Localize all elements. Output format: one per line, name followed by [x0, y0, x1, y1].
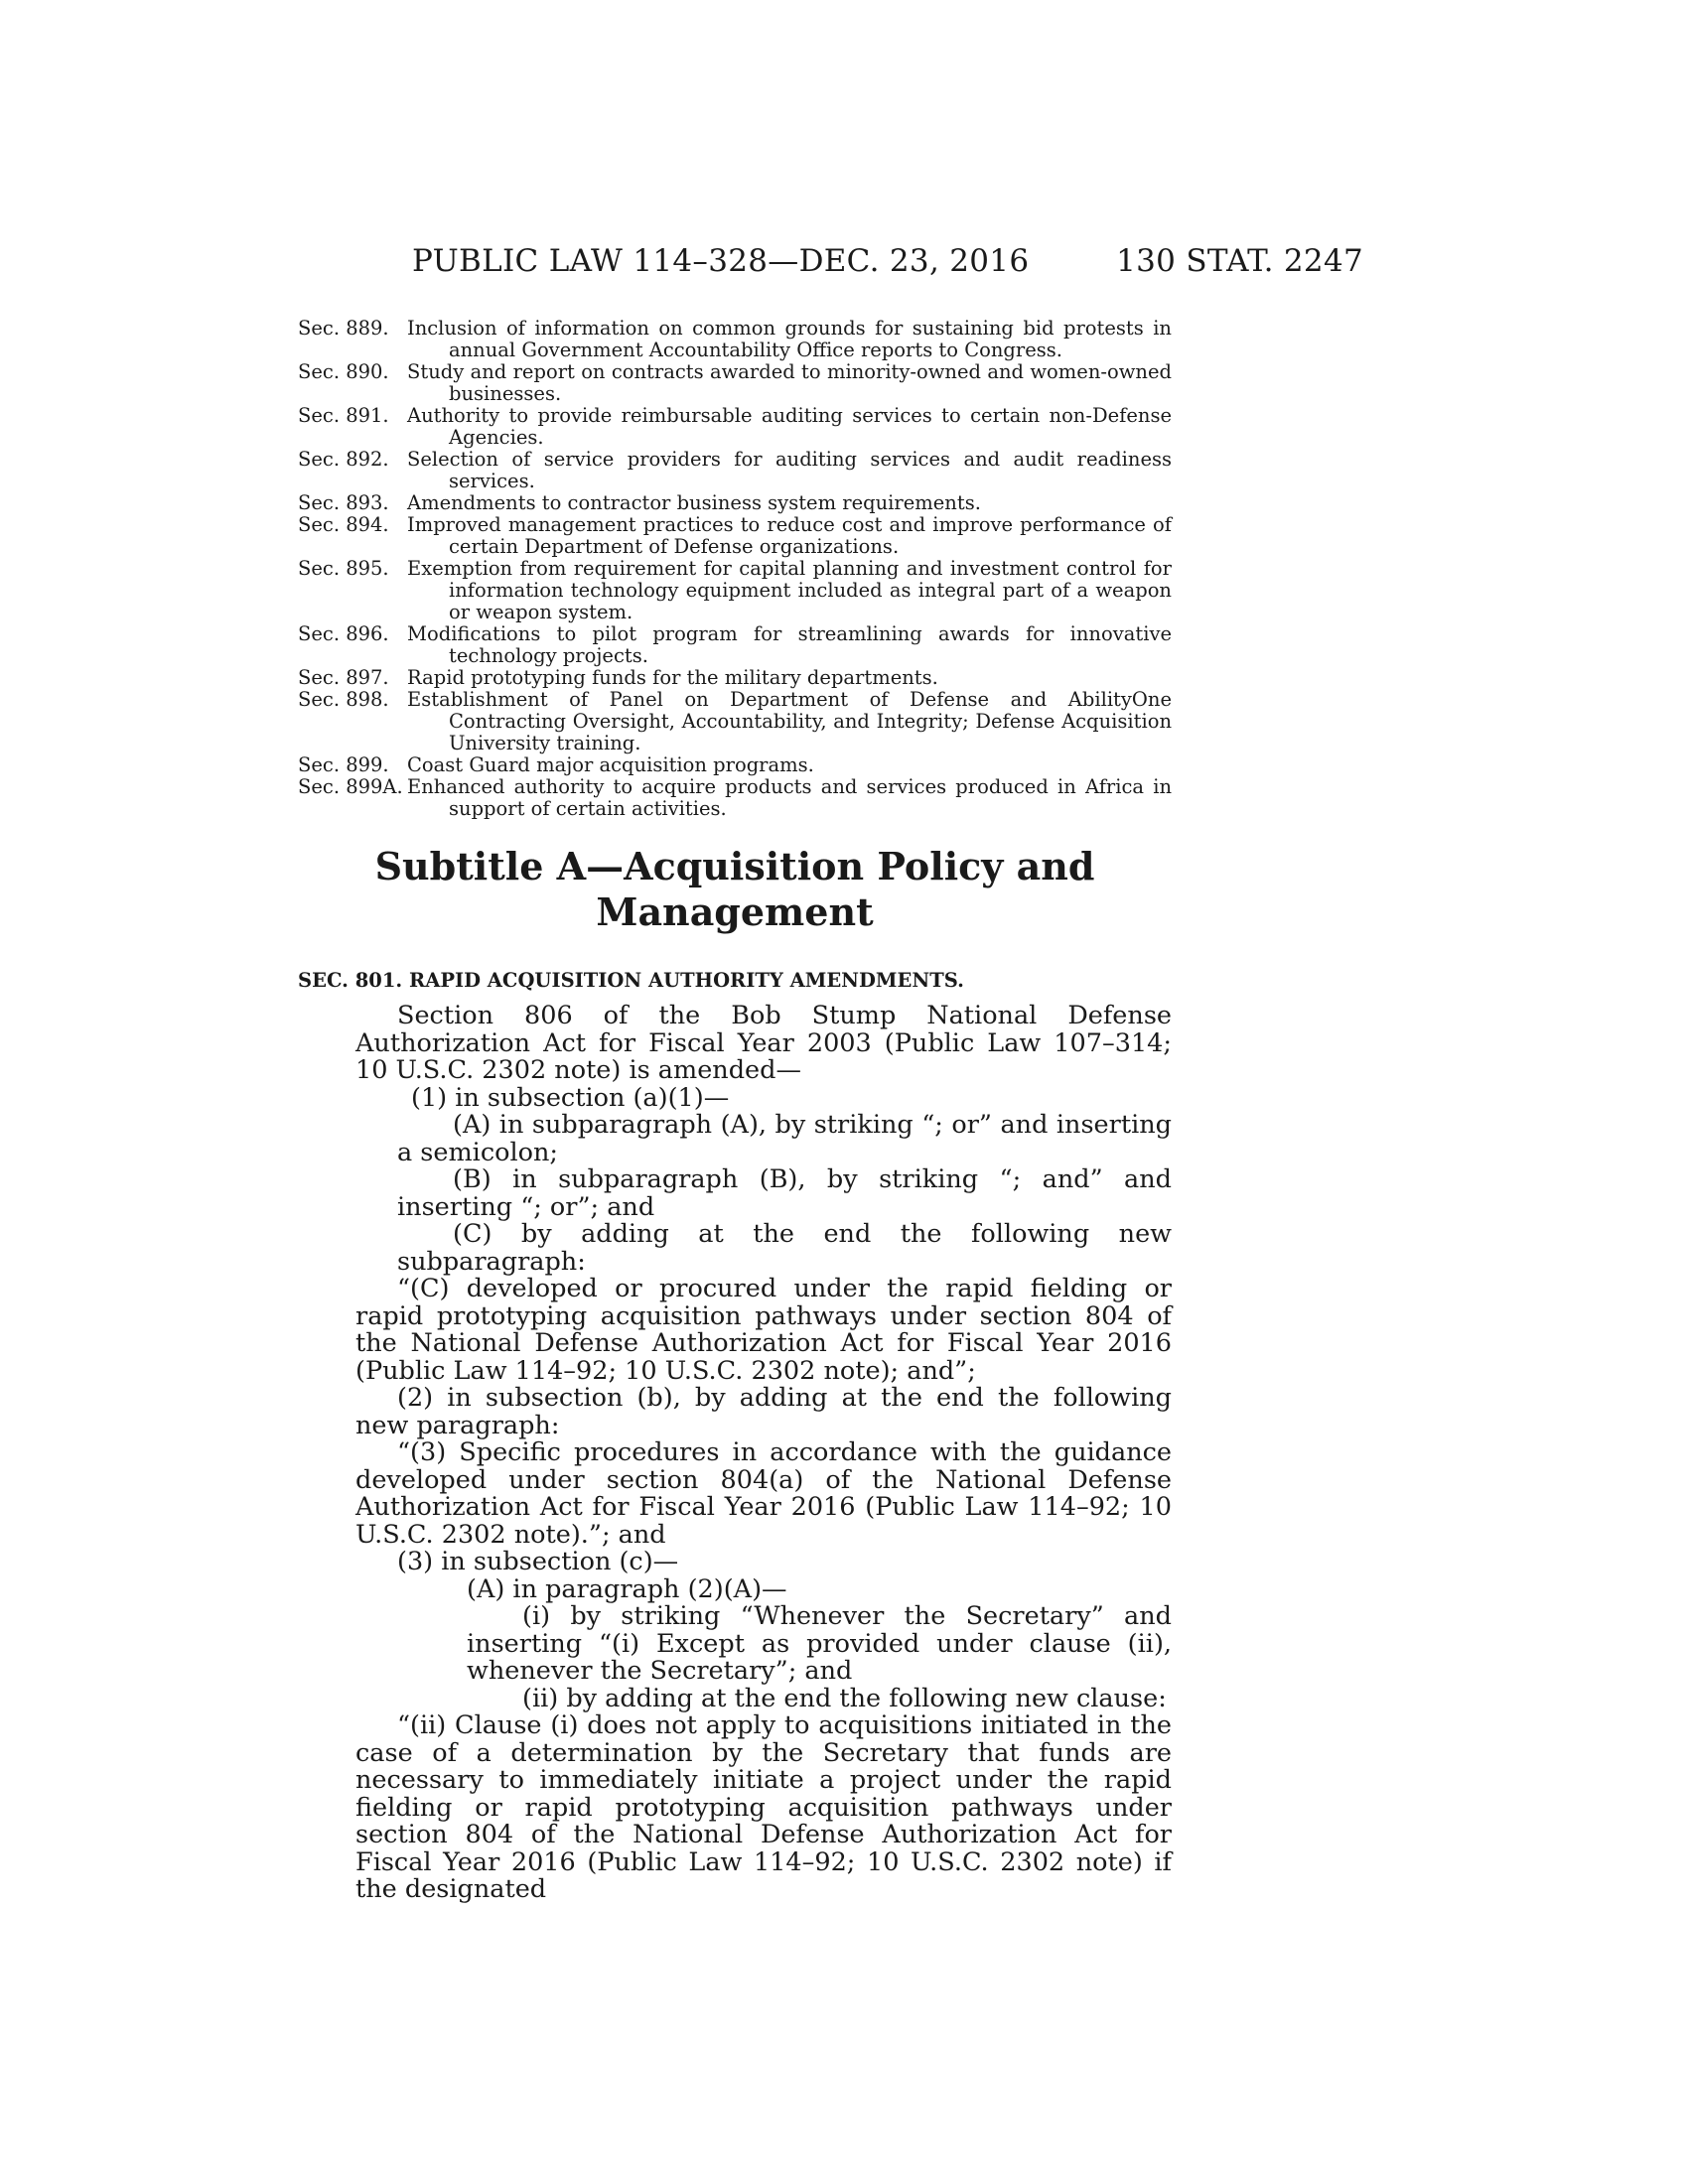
- body-paragraph: (1) in subsection (a)(1)—: [411, 1082, 730, 1113]
- toc-entry-number: Sec. 893.: [298, 491, 389, 514]
- body-paragraph: (A) in paragraph (2)(A)—: [467, 1573, 787, 1604]
- subtitle-heading: [298, 844, 1172, 935]
- body-paragraph: (B) in subparagraph (B), by striking “; and” and inserting “; or”; and: [397, 1164, 1172, 1222]
- toc-entry: [298, 776, 1172, 820]
- toc-entry-text: Establishment of Panel on Department of Defense and AbilityOne Contracting Oversight, Accountability, and Integrity; Defense Acquisition University training.: [407, 688, 1172, 754]
- toc-entry-text: Study and report on contracts awarded to minority-owned and women-owned businesses.: [407, 360, 1172, 405]
- body-paragraph: (ii) by adding at the end the following new clause:: [522, 1683, 1167, 1713]
- stat-page-number: 130 STAT. 2247: [1116, 243, 1363, 279]
- toc-entry: [298, 667, 1172, 689]
- toc-entry-number: Sec. 891.: [298, 404, 389, 427]
- toc-entry-number: Sec. 897.: [298, 666, 389, 689]
- section-body: [355, 1003, 1172, 1904]
- toc-entry-text: Improved management practices to reduce cost and improve performance of certain Department of Defense organizations.: [407, 513, 1172, 558]
- body-paragraph: (3) in subsection (c)—: [397, 1547, 679, 1576]
- toc-entry-text: Rapid prototyping funds for the military departments.: [407, 666, 938, 689]
- public-law-title: PUBLIC LAW 114–328—DEC. 23, 2016: [412, 243, 1030, 279]
- toc-entry: [298, 405, 1172, 449]
- subtitle-line-1: Subtitle A—Acquisition Policy and: [374, 844, 1095, 888]
- toc-entry-text: Modifications to pilot program for streamlining awards for innovative technology projects.: [407, 622, 1172, 667]
- toc-entry-text: Coast Guard major acquisition programs.: [407, 753, 814, 776]
- toc-entry: [298, 623, 1172, 667]
- toc-entry-number: Sec. 889.: [298, 317, 389, 340]
- toc-entry-number: Sec. 899A.: [298, 775, 403, 798]
- toc-entry-number: Sec. 890.: [298, 360, 389, 383]
- body-paragraph: (i) by striking “Whenever the Secretary” and inserting “(i) Except as provided under clause (ii), whenever the Secretary”; and: [467, 1601, 1172, 1686]
- toc-entry-text: Exemption from requirement for capital planning and investment control for information technology equipment included as integral part of a weapon or weapon system.: [407, 557, 1172, 623]
- toc-entry: [298, 361, 1172, 405]
- body-paragraph: Section 806 of the Bob Stump National Defense Authorization Act for Fiscal Year 2003 (Public Law 107–314; 10 U.S.C. 2302 note) is amended—: [355, 1001, 1172, 1085]
- toc-entry-text: Amendments to contractor business system requirements.: [407, 491, 981, 514]
- toc-entry-text: Authority to provide reimbursable auditing services to certain non-Defense Agencies.: [407, 404, 1172, 449]
- toc-entry-number: Sec. 892.: [298, 448, 389, 471]
- quoted-paragraph: “(C) developed or procured under the rapid fielding or rapid prototyping acquisition pathways under section 804 of the National Defense Authorization Act for Fiscal Year 2016 (Public Law 114–92; 10 U.S.C. 2302 note); and”;: [355, 1274, 1172, 1386]
- toc-entry: [298, 754, 1172, 776]
- toc-entry-number: Sec. 894.: [298, 513, 389, 536]
- quoted-paragraph: “(3) Specific procedures in accordance with the guidance developed under section 804(a) of the National Defense Authorization Act for Fiscal Year 2016 (Public Law 114–92; 10 U.S.C. 2302 note).”; and: [355, 1437, 1172, 1550]
- toc-entry: [298, 558, 1172, 623]
- body-paragraph: (C) by adding at the end the following new subparagraph:: [397, 1219, 1172, 1277]
- body-paragraph: (A) in subparagraph (A), by striking “; or” and inserting a semicolon;: [397, 1110, 1172, 1167]
- toc-entry: [298, 492, 1172, 514]
- toc-entry: [298, 514, 1172, 558]
- toc-entry-text: Selection of service providers for auditing services and audit readiness services.: [407, 448, 1172, 492]
- toc-entry: [298, 318, 1172, 361]
- page-header: [412, 243, 1363, 287]
- toc-entry-text: Enhanced authority to acquire products and services produced in Africa in support of certain activities.: [407, 775, 1172, 820]
- toc-entry-number: Sec. 896.: [298, 622, 389, 645]
- subtitle-line-2: Management: [596, 889, 874, 934]
- toc-entry-text: Inclusion of information on common grounds for sustaining bid protests in annual Government Accountability Office reports to Congress.: [407, 317, 1172, 361]
- quoted-paragraph: “(ii) Clause (i) does not apply to acquisitions initiated in the case of a determination by the Secretary that funds are necessary to immediately initiate a project under the rapid fielding or rapid prototyping acquisition pathways under section 804 of the National Defense Authorization Act for Fiscal Year 2016 (Public Law 114–92; 10 U.S.C. 2302 note) if the designated: [355, 1710, 1172, 1904]
- toc-entry-number: Sec. 899.: [298, 753, 389, 776]
- toc-entry: [298, 449, 1172, 492]
- section-heading: SEC. 801. RAPID ACQUISITION AUTHORITY AMENDMENTS.: [298, 969, 964, 992]
- body-paragraph: (2) in subsection (b), by adding at the end the following new paragraph:: [355, 1383, 1172, 1440]
- toc-entry-number: Sec. 895.: [298, 557, 389, 580]
- table-of-contents: [298, 318, 1172, 820]
- toc-entry-number: Sec. 898.: [298, 688, 389, 711]
- toc-entry: [298, 689, 1172, 754]
